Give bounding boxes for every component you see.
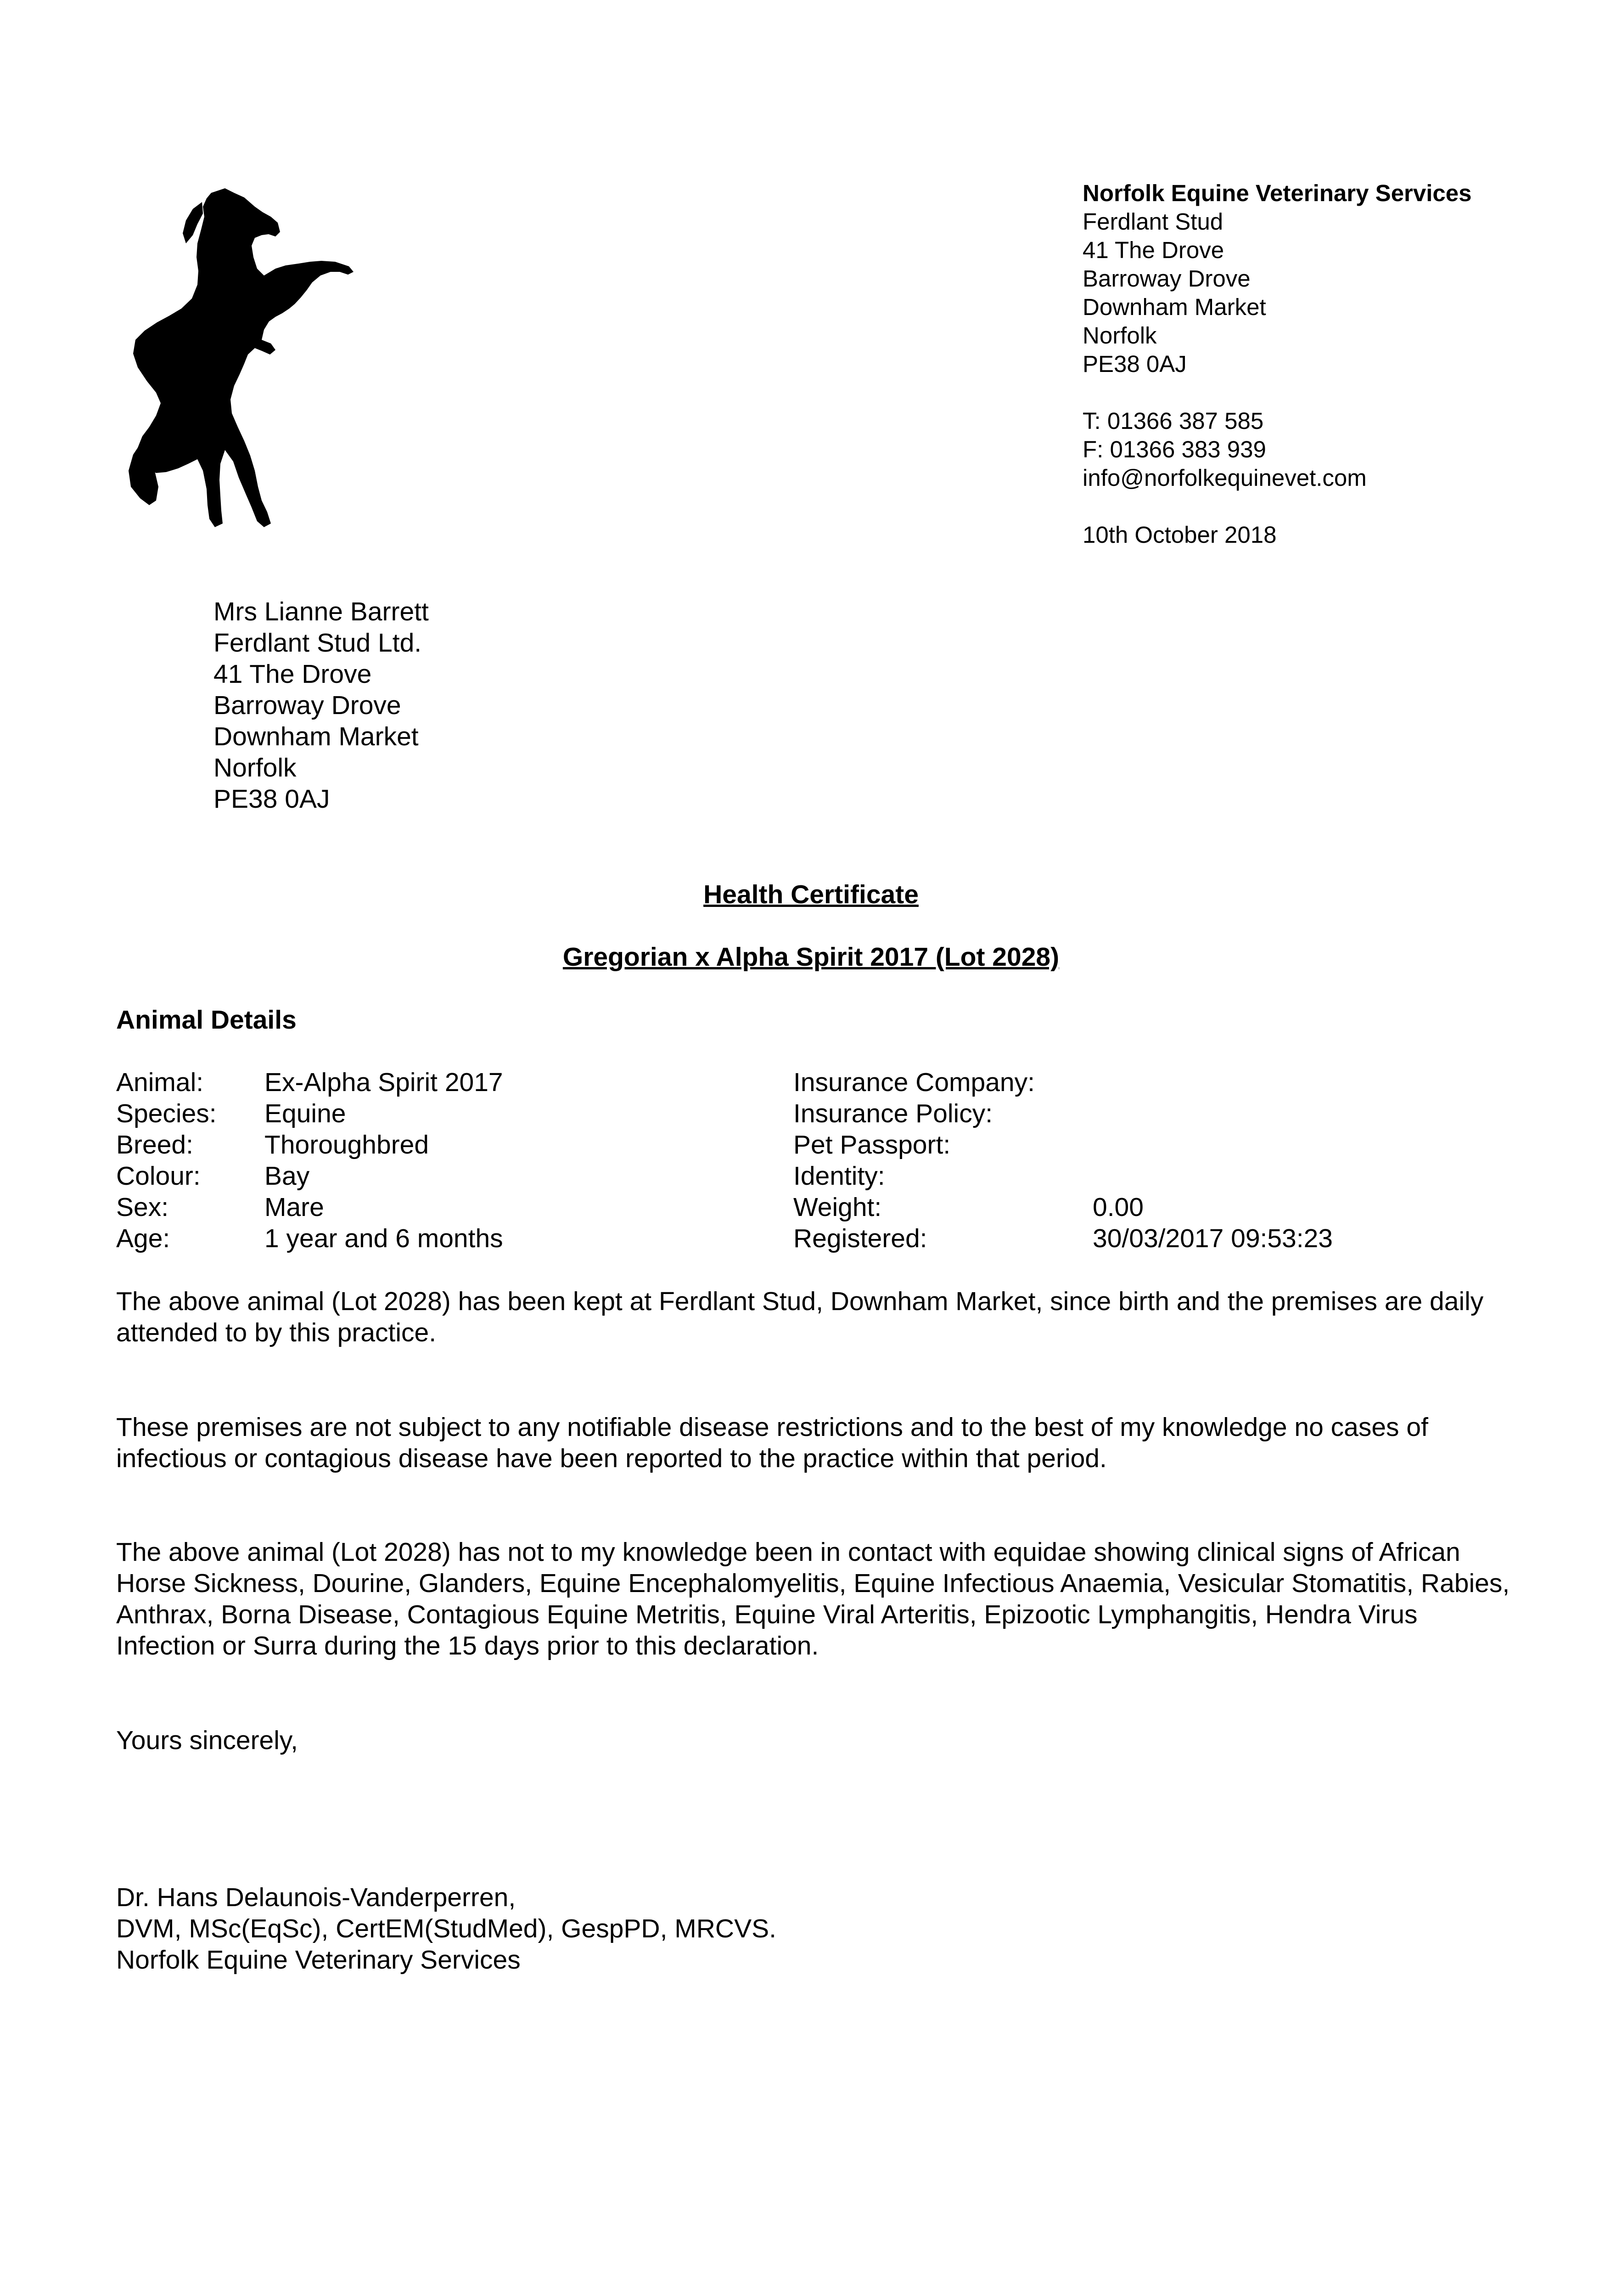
animal-details-heading: Animal Details	[116, 1005, 297, 1035]
recipient-line: Norfolk	[213, 753, 297, 782]
recipient-line: Ferdlant Stud Ltd.	[213, 628, 422, 658]
practice-address-line: PE38 0AJ	[1083, 351, 1187, 377]
detail-label: Animal:	[116, 1068, 204, 1097]
recipient-line: PE38 0AJ	[213, 784, 330, 814]
detail-label: Breed:	[116, 1130, 193, 1159]
signatory-qualifications: DVM, MSc(EqSc), CertEM(StudMed), GespPD, MRCVS.	[116, 1914, 776, 1943]
practice-phone: T: 01366 387 585	[1083, 408, 1264, 434]
paragraph-premises: The above animal (Lot 2028) has been kept at Ferdlant Stud, Downham Market, since birth and the premises are daily attended to by this practice.	[116, 1287, 1484, 1347]
detail-value: Mare	[264, 1193, 324, 1222]
detail-label: Insurance Company:	[793, 1068, 1035, 1097]
closing-line: Yours sincerely,	[116, 1726, 298, 1755]
paragraph-restrictions: These premises are not subject to any notifiable disease restrictions and to the best of my knowledge no cases of infectious or contagious disease have been reported to the practice within that period.	[116, 1412, 1428, 1473]
certificate-title: Health Certificate	[703, 880, 919, 909]
signature-block	[116, 1882, 776, 1975]
detail-label: Colour:	[116, 1161, 201, 1191]
detail-label: Identity:	[793, 1161, 885, 1191]
detail-label: Pet Passport:	[793, 1130, 951, 1159]
signatory-organisation: Norfolk Equine Veterinary Services	[116, 1945, 521, 1975]
practice-address-line: Downham Market	[1083, 294, 1266, 320]
practice-name: Norfolk Equine Veterinary Services	[1083, 180, 1472, 206]
practice-email: info@norfolkequinevet.com	[1083, 465, 1367, 491]
detail-value: Ex-Alpha Spirit 2017	[264, 1068, 503, 1097]
detail-value: Equine	[264, 1099, 346, 1128]
detail-value: 30/03/2017 09:53:23	[1093, 1224, 1333, 1253]
detail-label: Species:	[116, 1099, 217, 1128]
letter-date: 10th October 2018	[1083, 522, 1277, 548]
detail-value: 0.00	[1093, 1193, 1144, 1222]
practice-address-line: 41 The Drove	[1083, 237, 1224, 263]
detail-label: Age:	[116, 1224, 170, 1253]
detail-value: Thoroughbred	[264, 1130, 429, 1159]
detail-label: Registered:	[793, 1224, 927, 1253]
signatory-name: Dr. Hans Delaunois-Vanderperren,	[116, 1883, 516, 1912]
recipient-line: Mrs Lianne Barrett	[213, 597, 429, 626]
practice-address-block	[1083, 179, 1472, 549]
detail-label: Insurance Policy:	[793, 1099, 993, 1128]
spacer	[1083, 378, 1472, 407]
detail-value: Bay	[264, 1161, 310, 1191]
practice-fax: F: 01366 383 939	[1083, 436, 1266, 462]
detail-label: Weight:	[793, 1193, 882, 1222]
practice-address-line: Ferdlant Stud	[1083, 208, 1224, 235]
certificate-subtitle: Gregorian x Alpha Spirit 2017 (Lot 2028)	[562, 942, 1060, 972]
rearing-horse-icon	[124, 184, 363, 542]
recipient-line: Barroway Drove	[213, 691, 401, 720]
practice-address-line: Norfolk	[1083, 322, 1157, 349]
recipient-line: Downham Market	[213, 722, 419, 751]
recipient-line: 41 The Drove	[213, 659, 372, 689]
spacer	[1083, 492, 1472, 521]
practice-address-line: Barroway Drove	[1083, 265, 1251, 292]
detail-value: 1 year and 6 months	[264, 1224, 503, 1253]
recipient-address-block	[213, 596, 429, 815]
paragraph-disease-declaration: The above animal (Lot 2028) has not to my knowledge been in contact with equidae showing clinical signs of African Horse Sickness, Dourine, Glanders, Equine Encephalomyelitis, Equine Infectious Anaemia, Vesicular Stomatitis, Rabies, Anthrax, Borna Disease, Contagious Equine Metritis, Equine Viral Arteritis, Epizootic Lymphangitis, Hendra Virus Infection or Surra during the 15 days prior to this declaration.	[116, 1537, 1510, 1660]
detail-label: Sex:	[116, 1193, 169, 1222]
